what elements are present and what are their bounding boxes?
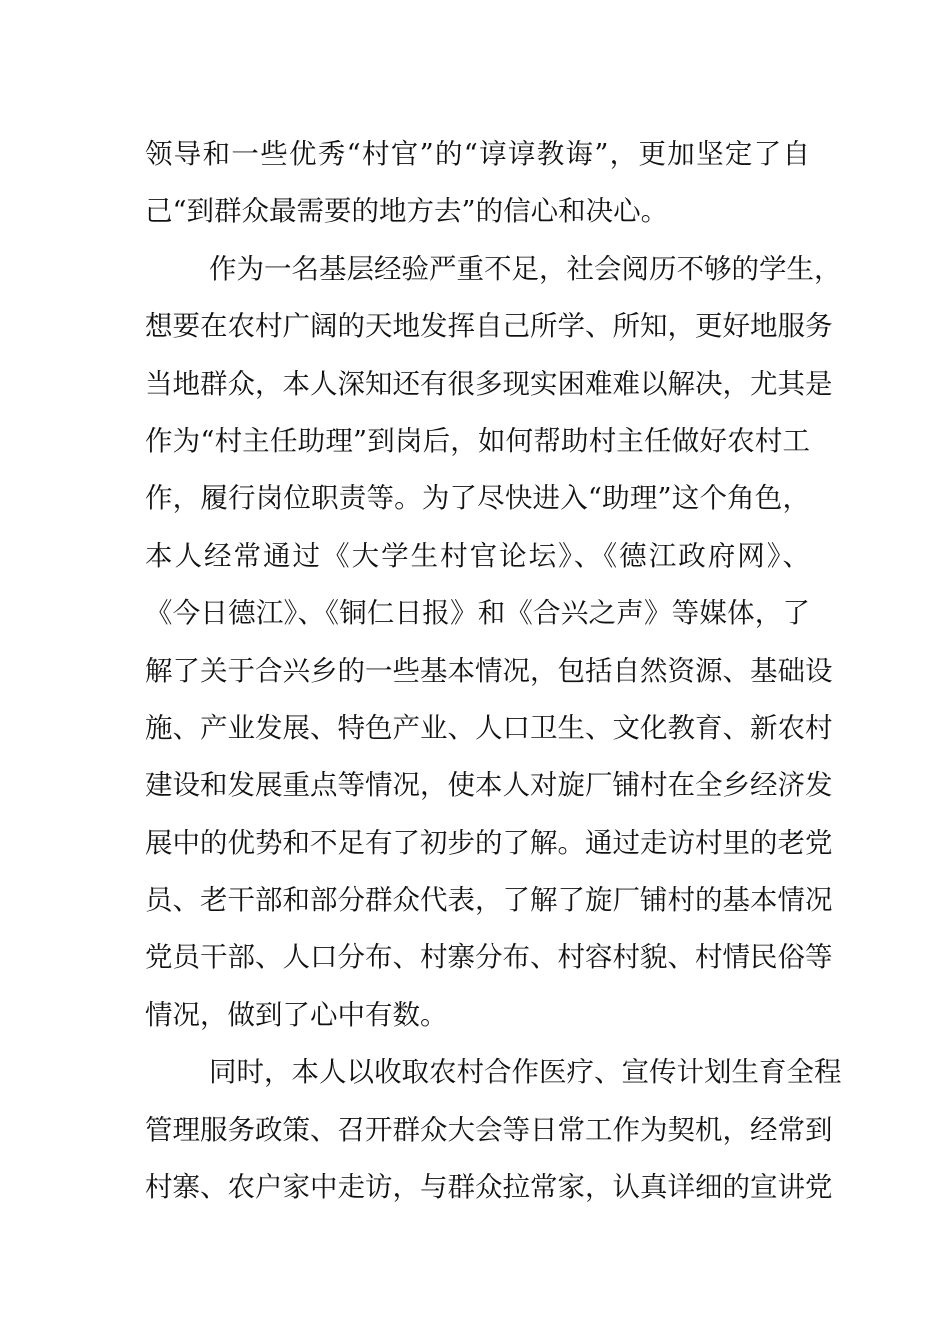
text-line: 想要在农村广阔的天地发挥自己所学、所知，更好地服务 [145, 310, 833, 343]
text-line: 展中的优势和不足有了初步的了解。通过走访村里的老党 [145, 826, 833, 859]
text-line: 《今日德江》、《铜仁日报》和《合兴之声》等媒体，了 [145, 597, 810, 630]
text-line: 施、产业发展、特色产业、人口卫生、文化教育、新农村 [145, 711, 833, 744]
text-line: 管理服务政策、召开群众大会等日常工作为契机，经常到 [145, 1113, 833, 1146]
text-line: 本人经常通过《大学生村官论坛》、《德江政府网》、 [145, 539, 810, 572]
text-line: 情况，做到了心中有数。 [145, 998, 448, 1031]
text-line: 己“到群众最需要的地方去”的信心和决心。 [145, 195, 669, 228]
text-line: 村寨、农户家中走访，与群众拉常家，认真详细的宣讲党 [145, 1171, 833, 1204]
text-line: 作，履行岗位职责等。为了尽快进入“助理”这个角色， [145, 482, 810, 515]
text-line: 作为一名基层经验严重不足，社会阅历不够的学生， [209, 252, 842, 285]
text-line: 建设和发展重点等情况，使本人对旋厂铺村在全乡经济发 [145, 769, 833, 802]
text-line: 同时，本人以收取农村合作医疗、宣传计划生育全程 [209, 1056, 842, 1089]
text-line: 作为“村主任助理”到岗后，如何帮助村主任做好农村工 [145, 424, 810, 457]
body-text [145, 126, 842, 1216]
text-line: 领导和一些优秀“村官”的“谆谆教诲”，更加坚定了自 [145, 138, 810, 170]
text-line: 党员干部、人口分布、村寨分布、村容村貌、村情民俗等 [145, 941, 833, 974]
text-line: 员、老干部和部分群众代表，了解了旋厂铺村的基本情况 [145, 884, 833, 917]
text-line: 解了关于合兴乡的一些基本情况，包括自然资源、基础设 [145, 654, 833, 687]
text-line: 当地群众，本人深知还有很多现实困难难以解决，尤其是 [145, 367, 833, 400]
